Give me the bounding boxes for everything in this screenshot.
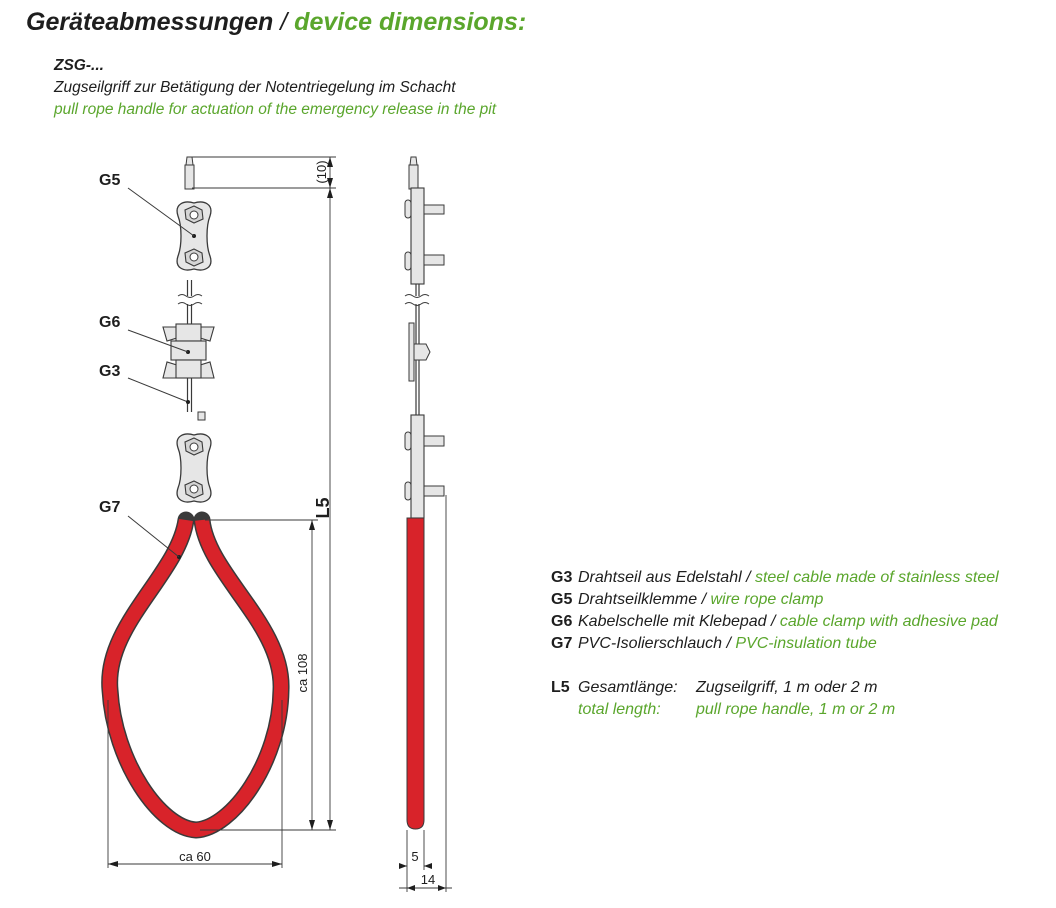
dim-side-width-label: 14 xyxy=(420,872,436,887)
legend-code: L5 xyxy=(551,679,570,696)
side-view xyxy=(405,157,444,829)
legend-en: steel cable made of stainless steel xyxy=(754,569,999,586)
dim-side-tube-label: 5 xyxy=(411,849,419,864)
dim-loop-height-label: ca 108 xyxy=(295,653,310,693)
legend-item-g6: G6 Kabelschelle mit Klebepad / cable clamp with adhesive pad xyxy=(551,611,999,633)
legend-item-g7: G7 PVC-Isolierschlauch / PVC-insulation tube xyxy=(551,633,999,655)
dim-top-label: (10) xyxy=(314,160,329,184)
legend-total-length-de xyxy=(551,677,999,699)
callout-g5: G5 xyxy=(99,172,121,189)
front-dimension-lines xyxy=(108,157,336,868)
model-name: ZSG-... xyxy=(54,57,104,74)
front-break-marks xyxy=(178,295,202,306)
dim-loop-width-label: ca 60 xyxy=(179,849,211,864)
title-separator: / xyxy=(273,8,295,36)
parts-legend xyxy=(551,567,999,721)
front-pvc-tube-loop xyxy=(110,520,281,830)
legend-total-length-en xyxy=(551,699,999,721)
legend-en: PVC-insulation tube xyxy=(735,635,877,652)
legend-item-g5: G5 Drahtseilklemme / wire rope clamp xyxy=(551,589,999,611)
legend-code: G7 xyxy=(551,635,573,652)
legend-code: G3 xyxy=(551,569,573,586)
total-value-en: pull rope handle, 1 m or 2 m xyxy=(696,701,896,718)
front-wire-rope-clamp-lower xyxy=(177,412,211,502)
legend-code: G5 xyxy=(551,591,573,608)
description-de: Zugseilgriff zur Betätigung der Notentriegelung im Schacht xyxy=(54,79,456,96)
legend-item-g3: G3 Drahtseil aus Edelstahl / steel cable made of stainless steel xyxy=(551,567,999,589)
legend-de: Drahtseil aus Edelstahl xyxy=(578,569,742,586)
callout-g6: G6 xyxy=(99,314,121,331)
total-value-de: Zugseilgriff, 1 m oder 2 m xyxy=(696,679,878,696)
front-cable-clamp xyxy=(163,324,214,378)
total-label-en: total length: xyxy=(578,701,661,718)
front-top-ferrule xyxy=(185,157,194,189)
title-de: Geräteabmessungen xyxy=(26,8,274,36)
legend-en: wire rope clamp xyxy=(710,591,824,608)
legend-de: Drahtseilklemme xyxy=(578,591,698,608)
front-dimension-arrows xyxy=(108,157,333,867)
legend-de: PVC-Isolierschlauch xyxy=(578,635,723,652)
description-en: pull rope handle for actuation of the emergency release in the pit xyxy=(54,101,497,118)
callout-g7: G7 xyxy=(99,499,121,516)
total-label-de: Gesamtlänge: xyxy=(578,679,678,696)
legend-de: Kabelschelle mit Klebepad xyxy=(578,613,767,630)
dim-length-label: L5 xyxy=(313,497,333,519)
title-en: device dimensions: xyxy=(294,8,527,36)
legend-en: cable clamp with adhesive pad xyxy=(779,613,998,630)
callout-g3: G3 xyxy=(99,363,121,380)
legend-code: G6 xyxy=(551,613,573,630)
